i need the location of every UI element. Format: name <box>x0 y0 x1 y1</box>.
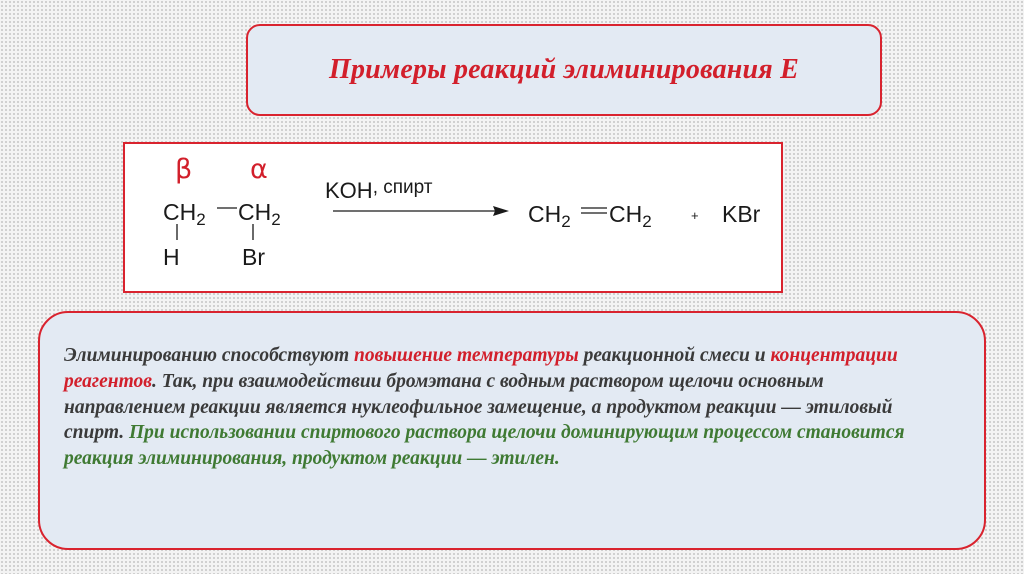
reagent-koh: KOH, спирт <box>325 177 433 203</box>
byproduct-kbr: KBr <box>722 201 761 227</box>
paragraph-text-3: . Так, при взаимодействии бромэтана с водным раствором щелочи основным направлением реакции является нуклеофильное замещение, а продуктом реакции — этиловый спирт. <box>64 370 893 444</box>
substituent-br: Br <box>242 244 265 270</box>
explanation-box <box>38 311 986 550</box>
substituent-h: H <box>163 244 180 270</box>
arrow-head-icon <box>493 206 509 216</box>
product-ch2-left: $CH_2$ <box>528 201 571 231</box>
reactant-ch2-left: $CH_2$ <box>163 199 206 229</box>
beta-label: β <box>175 154 193 185</box>
product-ch2-right: $CH_2$ <box>609 201 652 231</box>
highlight-alcohol-solution: При использовании спиртового раствора щелочи доминирующим процессом становится реакция элиминирования, продуктом реакции — этилен. <box>64 422 905 470</box>
explanation-paragraph <box>64 343 944 472</box>
reactant-ch2-right: $CH_2$ <box>238 199 281 229</box>
paragraph-text-2: реакционной смеси и <box>578 345 771 366</box>
slide-title: Примеры реакций элиминирования Е <box>328 54 800 85</box>
paragraph-text-1: Элиминированию способствуют <box>64 345 355 366</box>
alpha-label: α <box>250 154 268 185</box>
reaction-diagram <box>125 144 781 291</box>
title-box <box>246 24 882 116</box>
reaction-equation <box>123 142 783 293</box>
highlight-concentration: концентрации реагентов <box>64 345 898 392</box>
highlight-temperature: повышение температуры <box>354 345 579 366</box>
plus-sign: + <box>691 208 699 223</box>
